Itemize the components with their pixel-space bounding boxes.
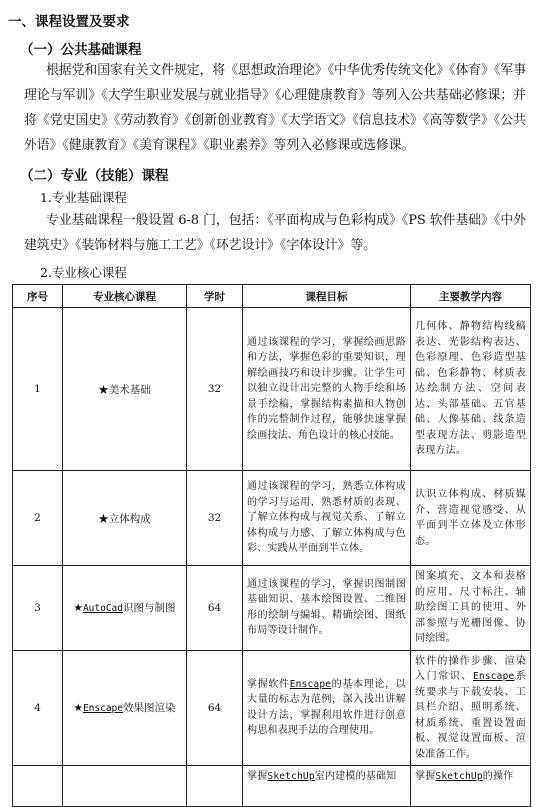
course-name: ★美术基础	[63, 308, 187, 471]
course-content: 图案填充、文本和表格的应用、尺寸标注、辅助绘图工具的使用、外部参照与光栅图像、协同绘图。	[411, 566, 531, 651]
table-row	[13, 308, 531, 471]
course-name-software: Enscape	[82, 703, 123, 715]
content-suffix: 系统要求与下载安装、工具栏介绍、照明系统、材质系统、重置设置面板、视觉设置面板、渲染准备工作。	[415, 671, 526, 760]
row-number: 1	[13, 308, 63, 471]
course-hours: 64	[187, 566, 243, 651]
course-goal: 通过该课程的学习，熟悉立体构成的学习与运用，熟悉材质的表现、了解立体构成与视觉关系、了解立体构成与力感、了解立体构成与色彩、实践从平面到半立体。	[243, 471, 411, 566]
goal-suffix: 室内建模的基础知	[314, 771, 397, 782]
table-row	[13, 471, 531, 566]
row-number: 3	[13, 566, 63, 651]
basic-courses-body: 专业基础课程一般设置 6-8 门，包括：《平面构成与色彩构成》《PS 软件基础》《中外建筑史》《装饰材料与施工工艺》《环艺设计》《字体设计》等。	[24, 213, 526, 253]
content-prefix: 掌握	[415, 771, 436, 782]
course-name-software: AutoCad	[82, 603, 123, 615]
course-goal: 通过该课程的学习，掌握绘画思路和方法，掌握色彩的重要知识，理解绘画技巧和设计步骤。让学生可以独立设计出完整的人物手绘和场景手绘稿，掌握结构素描和人物创作的完整制作过程，能够快速掌握绘画技法、角色设计的核心技能。	[243, 308, 411, 471]
course-name-suffix: 效果图渲染	[122, 702, 176, 715]
course-name	[63, 566, 187, 651]
course-content	[411, 766, 531, 807]
content-software: SketchUp	[435, 771, 483, 782]
header-goal: 课程目标	[243, 285, 411, 308]
public-courses-body: 根据党和国家有关文件规定，将《思想政治理论》《中华优秀传统文化》《体育》《军事理论与军训》《大学生职业发展与就业指导》《心理健康教育》等列入公共基础必修课；并将《党史国史》《劳动教育》《创新创业教育》《大学语文》《信息技术》《高等数学》《公共外语》《健康教育》《美育课程》《职业素养》等列入必修课或选修课。	[24, 63, 526, 153]
course-name: ★立体构成	[63, 471, 187, 566]
header-course: 专业核心课程	[63, 285, 187, 308]
row-number: 2	[13, 471, 63, 566]
course-hours	[187, 766, 243, 807]
course-goal	[243, 650, 411, 766]
course-name-star: ★	[73, 602, 83, 615]
goal-software: Enscape	[289, 678, 332, 690]
course-content	[411, 650, 531, 766]
header-content: 主要教学内容	[411, 285, 531, 308]
course-name-star: ★	[73, 702, 83, 715]
course-name	[63, 650, 187, 766]
public-courses-heading: （一）公共基础课程	[20, 42, 142, 58]
content-software: Enscape	[472, 671, 515, 682]
content-prefix: 软件的操作步骤、渲染入门常识、	[415, 655, 526, 682]
course-content: 认识立体构成、材质媒介、营造视觉感受、从平面到半立体及立体形态。	[411, 471, 531, 566]
table-row	[13, 766, 531, 807]
goal-software: SketchUp	[267, 771, 315, 782]
course-hours: 32	[187, 471, 243, 566]
core-courses-table	[12, 284, 531, 807]
content-suffix: 的操作	[482, 771, 514, 782]
table-header-row	[13, 285, 531, 308]
course-hours: 32	[187, 308, 243, 471]
row-number: 4	[13, 650, 63, 766]
table-row	[13, 650, 531, 766]
header-hours: 学时	[187, 285, 243, 308]
table-row	[13, 566, 531, 651]
goal-suffix: 的基本理论，以大量的标志为范例，深入浅出讲解设计方法，掌握利用软件进行创意构思和表现手法的合理使用。	[247, 678, 406, 737]
professional-courses-heading: （二）专业（技能）课程	[20, 168, 169, 184]
course-goal: 通过该课程的学习，掌握识图制图基础知识、基本绘图设置、二维图形的绘制与编辑、精确绘图、图纸布局等设计制作。	[243, 566, 411, 651]
course-name	[63, 766, 187, 807]
row-number	[13, 766, 63, 807]
section-title: 一、课程设置及要求	[8, 14, 130, 30]
header-number: 序号	[13, 285, 63, 308]
course-goal	[243, 766, 411, 807]
core-courses-heading: 2.专业核心课程	[40, 265, 127, 280]
goal-prefix: 掌握	[247, 771, 268, 782]
basic-courses-heading: 1.专业基础课程	[40, 190, 127, 205]
goal-prefix: 掌握软件	[247, 678, 290, 690]
course-hours: 64	[187, 650, 243, 766]
course-name-suffix: 识图与制图	[122, 602, 176, 615]
course-content: 几何体、静物结构线稿表达、光影结构表达、色彩原理、色彩造型基础、色彩静物、材质表达绘制方法、空间表达、头部基础、五官基础、人像基础、线条造型表现方法、剪影造型表现方法。	[411, 308, 531, 471]
